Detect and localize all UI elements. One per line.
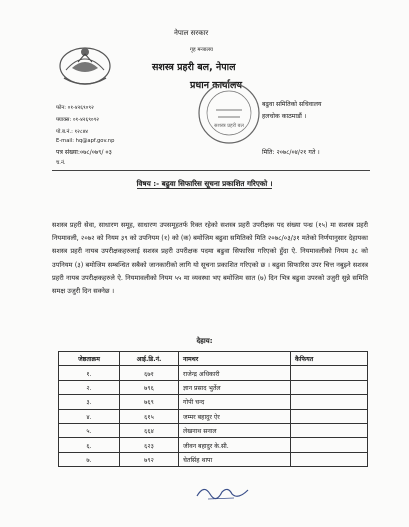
cell-seniority: ७. xyxy=(59,452,120,466)
hq-name: प्रधान कार्यालय xyxy=(190,80,242,91)
seal-text: सशस्त्र प्रहरी बल xyxy=(214,123,244,129)
cell-remarks xyxy=(291,423,368,437)
pobox: पो.ब.नं.: १२८४४ xyxy=(56,129,88,135)
cell-seniority: ४. xyxy=(59,409,120,423)
header-remarks: कैफियत xyxy=(291,352,368,366)
cell-seniority: ३. xyxy=(59,395,120,409)
recipient-line-1: बढुवा समितिको सचिवालय xyxy=(262,101,322,108)
table-header-row xyxy=(59,352,368,366)
table-row xyxy=(59,423,368,437)
cell-remarks xyxy=(291,409,368,423)
cell-name: जम्मर बहादुर ऐर xyxy=(179,409,291,423)
cell-remarks xyxy=(291,452,368,466)
subject-line xyxy=(0,179,409,189)
cell-id: ६६४ xyxy=(120,423,179,437)
cell-remarks xyxy=(291,366,368,380)
cell-remarks xyxy=(291,438,368,452)
cell-name: चेतसिंह थापा xyxy=(179,452,291,466)
separator-line xyxy=(52,170,370,171)
ministry-name: गृह मन्त्रालय xyxy=(190,47,213,53)
header-id: आई.डि.नं. xyxy=(120,352,179,366)
body-paragraph: सशस्त्र प्रहरी सेवा, साधारण समूह, साधारण उपसमूहतर्फ रिक्त रहेको सशस्त्र प्रहरी उपरीक्षक पद संख्या पन्ध्र (१५) मा सशस्त्र प्रहरी नियमावली, २०७२ को नियम ३९ को उपनियम (१) को (क) बमोजिम बढुवा समितिको मिति २०७८/०३/३१ मतेको निर्णयानुसार देहायका सशस्त्र प्रहरी नायब उपरीक्षकहरुलाई सशस्त्र प्रहरी उपरीक्षक पदमा बढुवा सिफारिस गरिएको हुँदा ऐ. नियमावलीको नियम ३८ को उपनियम (३) बमोजिम सम्बन्धित सबैको जानकारीको लागि यो सूचना प्रकाशित गरिएको छ । बढुवा सिफारिस उपर चित्त नबुझ्ने सशस्त्र प्रहरी नायब उपरीक्षकहरुले ऐ. नियमावलीको नियम ५५ मा व्यवस्था भए बमोजिम सात (७) दिन भित्र बढुवा उपरको उजुरी सुन्ने समिति समक्ष उजुरी दिन सक्नेछ । xyxy=(52,221,368,296)
nepal-emblem-icon xyxy=(56,40,114,88)
cell-seniority: १. xyxy=(59,366,120,380)
cell-remarks xyxy=(291,395,368,409)
cell-id: ६२३ xyxy=(120,438,179,452)
table-row xyxy=(59,452,368,466)
subject-text: विषय :- बढुवा सिफारिस सूचना प्रकाशित गरिएको । xyxy=(136,179,273,188)
cell-id: ६७१ xyxy=(120,366,179,380)
promotion-table xyxy=(58,351,368,467)
letter-date: मिति: २०७८/०४/२१ गते । xyxy=(262,149,320,156)
email: E-mail: hq@apf.gov.np xyxy=(56,138,115,144)
cell-name: लेखनाथ सनाल xyxy=(179,423,291,437)
header-seniority: जेष्ठताक्रम xyxy=(59,352,120,366)
govt-name: नेपाल सरकार xyxy=(174,29,209,37)
cell-seniority: ६. xyxy=(59,438,120,452)
cell-remarks xyxy=(291,380,368,394)
cell-seniority: ५. xyxy=(59,423,120,437)
recipient-line-2: हलचोक काठमाडौं । xyxy=(262,113,307,120)
header-name: नामथर xyxy=(179,352,291,366)
table-row xyxy=(59,366,368,380)
table-title: देहाय: xyxy=(196,337,213,345)
cell-id: ७९६ xyxy=(120,380,179,394)
signature xyxy=(194,482,252,504)
cell-id: ६१५ xyxy=(120,409,179,423)
table-row xyxy=(59,395,368,409)
cell-name: ज्ञान प्रसाद भुर्तेल xyxy=(179,380,291,394)
table-row xyxy=(59,438,368,452)
cell-name: राजेन्द्र अधिकारी xyxy=(179,366,291,380)
cell-id: ७६९ xyxy=(120,395,179,409)
cell-id: ७९२ xyxy=(120,452,179,466)
table-row xyxy=(59,409,368,423)
office-seal-stamp xyxy=(196,80,262,146)
phone: फोन: ०१-४२६९०९२ xyxy=(56,105,94,111)
fax: फ्याक्स: ०१-४२६९०९२ xyxy=(56,117,99,123)
table-row xyxy=(59,380,368,394)
cell-name: गोपी चन्द xyxy=(179,395,291,409)
cell-name: जीवन बहादुर के.सी. xyxy=(179,438,291,452)
chalani-number: च.नं. xyxy=(56,160,66,166)
letter-reference: पत्र संख्या:०७८/०७९/ ०३ xyxy=(56,149,112,156)
org-name: सशस्त्र प्रहरी बल, नेपाल xyxy=(152,62,236,73)
cell-seniority: २. xyxy=(59,380,120,394)
